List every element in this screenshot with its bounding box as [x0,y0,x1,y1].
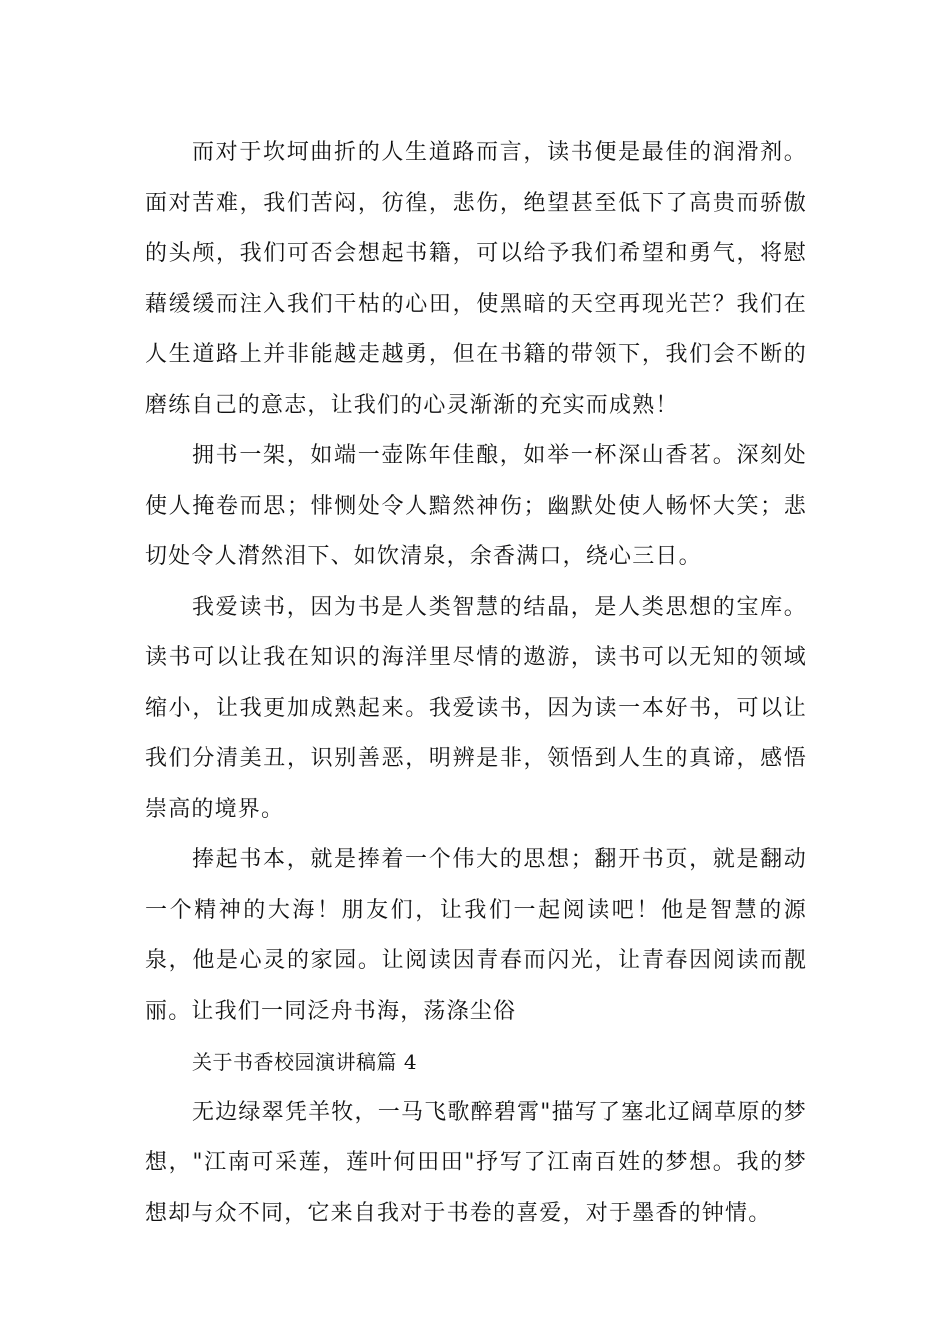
paragraph-5: 无边绿翠凭羊牧，一马飞歌醉碧霄"描写了塞北辽阔草原的梦想，"江南可采莲，莲叶何田田"抒写了江南百姓的梦想。我的梦想却与众不同，它来自我对于书卷的喜爱，对于墨香的钟情。 [145,1099,807,1226]
paragraph-1: 而对于坎坷曲折的人生道路而言，读书便是最佳的润滑剂。面对苦难，我们苦闷，彷徨，悲伤，绝望甚至低下了高贵而骄傲的头颅，我们可否会想起书籍，可以给予我们希望和勇气，将慰藉缓缓而注入我们干枯的心田，使黑暗的天空再现光芒？我们在人生道路上并非能越走越勇，但在书籍的带领下，我们会不断的磨练自己的意志，让我们的心灵渐渐的充实而成熟！ [145,140,807,418]
paragraph-3: 我爱读书，因为书是人类智慧的结晶，是人类思想的宝库。读书可以让我在知识的海洋里尽情的遨游，读书可以无知的领域缩小，让我更加成熟起来。我爱读书，因为读一本好书，可以让我们分清美丑，识别善恶，明辨是非，领悟到人生的真谛，感悟崇高的境界。 [145,594,807,822]
paragraph-4: 捧起书本，就是捧着一个伟大的思想；翻开书页，就是翻动一个精神的大海！朋友们，让我们一起阅读吧！他是智慧的源泉，他是心灵的家园。让阅读因青春而闪光，让青春因阅读而靓丽。让我们一同泛舟书海，荡涤尘俗 [145,847,807,1024]
section-heading: 关于书香校园演讲稿篇 4 [192,1050,418,1074]
paragraph-2: 拥书一架，如端一壶陈年佳酿，如举一杯深山香茗。深刻处使人掩卷而思；悱恻处令人黯然神伤；幽默处使人畅怀大笑；悲切处令人潸然泪下、如饮清泉，余香满口，绕心三日。 [145,443,807,569]
document-body [145,128,807,1239]
